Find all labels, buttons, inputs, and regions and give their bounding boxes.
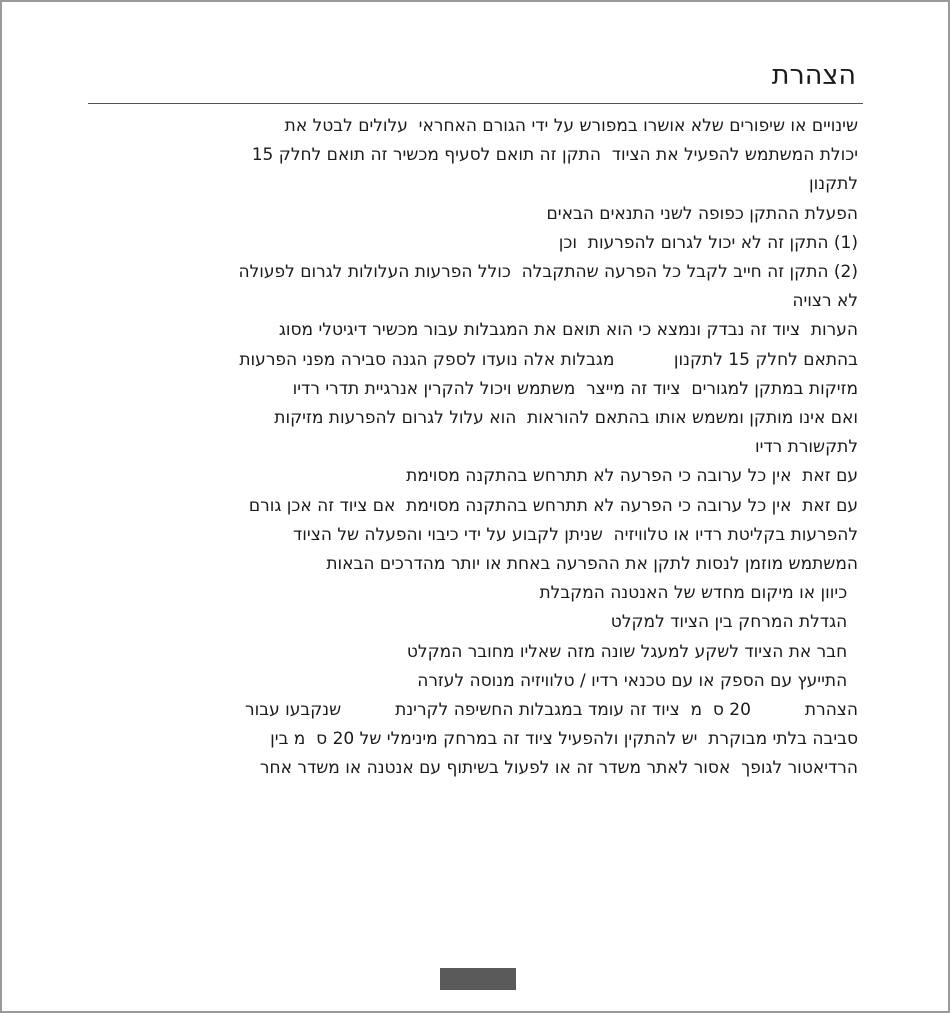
page-title: הצהרת <box>771 60 856 91</box>
text-line: להפרעות בקליטת רדיו או טלוויזיה שניתן לקבוע על ידי כיבוי והפעלה של הציוד <box>293 524 858 545</box>
text-line: הערות ציוד זה נבדק ונמצא כי הוא תואם את המגבלות עבור מכשיר דיגיטלי מסוג <box>278 320 858 341</box>
page-number-bar <box>440 968 516 990</box>
text-line: לתקשורת רדיו <box>754 437 858 458</box>
text-line: כיוון או מיקום מחדש של האנטנה המקבלת <box>539 583 858 604</box>
text-line: הפעלת ההתקן כפופה לשני התנאים הבאים <box>546 203 858 224</box>
text-line: (2) התקן זה חייב לקבל כל הפרעה שהתקבלה כולל הפרעות העלולות לגרום לפעולה <box>238 262 858 283</box>
text-line: הצהרת 20 ס מ ציוד זה עומד במגבלות החשיפה לקרינת שנקבעו עבור <box>245 700 858 721</box>
text-line: הגדלת המרחק בין הציוד למקלט <box>610 612 858 633</box>
text-line: עם זאת אין כל ערובה כי הפרעה לא תתרחש בהתקנה מסוימת אם ציוד זה אכן גורם <box>248 495 858 516</box>
text-line: התייעץ עם הספק או עם טכנאי רדיו / טלוויזיה מנוסה לעזרה <box>417 670 858 691</box>
text-line: המשתמש מוזמן לנסות לתקן את ההפרעה באחת או יותר מהדרכים הבאות <box>326 554 858 575</box>
text-line: סביבה בלתי מבוקרת יש להתקין ולהפעיל ציוד זה במרחק מינימלי של 20 ס מ בין <box>270 729 858 750</box>
text-line: בהתאם לחלק 15 לתקנון מגבלות אלה נועדו לספק הגנה סבירה מפני הפרעות <box>239 349 858 370</box>
text-line: חבר את הציוד לשקע למעגל שונה מזה שאליו מחובר המקלט <box>406 641 858 662</box>
text-line: לתקנון <box>809 174 858 195</box>
text-line: ואם אינו מותקן ומשמש אותו בהתאם להוראות הוא עלול לגרום להפרעות מזיקות <box>274 408 858 429</box>
title-divider <box>88 103 863 104</box>
text-line: לא רצויה <box>792 291 858 312</box>
text-line: הרדיאטור לגופך אסור לאתר משדר זה או לפעול בשיתוף עם אנטנה או משדר אחר <box>259 758 858 779</box>
text-line: שינויים או שיפורים שלא אושרו במפורש על ידי הגורם האחראי עלולים לבטל את <box>284 116 858 136</box>
text-line: עם זאת אין כל ערובה כי הפרעה לא תתרחש בהתקנה מסוימת <box>406 466 858 487</box>
text-line: (1) התקן זה לא יכול לגרום להפרעות וכן <box>558 232 858 253</box>
text-line: יכולת המשתמש להפעיל את הציוד התקן זה תואם לסעיף מכשיר זה תואם לחלק 15 <box>251 145 858 166</box>
document-body <box>78 112 858 784</box>
text-line: מזיקות במתקן למגורים ציוד זה מייצר משתמש ויכול להקרין אנרגיית תדרי רדיו <box>292 378 858 399</box>
